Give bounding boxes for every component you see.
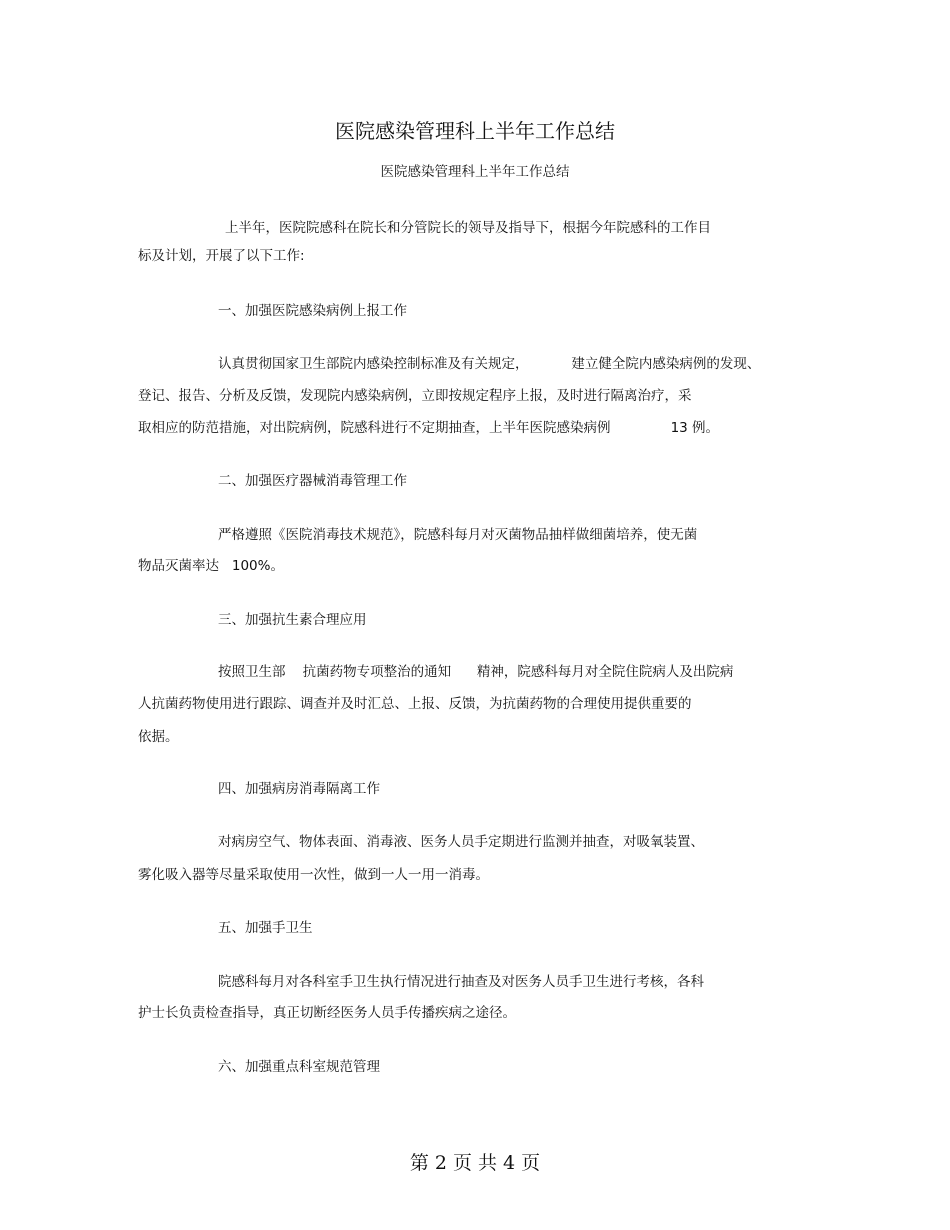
section-heading: 六、加强重点科室规范管理 <box>218 1059 380 1075</box>
page-footer: 第 2 页 共 4 页 <box>409 1152 541 1174</box>
section-heading: 二、加强医疗器械消毒管理工作 <box>218 473 407 489</box>
paragraph-line: 上半年，医院院感科在院长和分管院长的领导及指导下，根据今年院感科的工作目 <box>225 220 711 236</box>
paragraph-line: 护士长负责检查指导，真正切断经医务人员手传播疾病之途径。 <box>138 1005 516 1021</box>
paragraph-line: 取相应的防范措施，对出院病例，院感科进行不定期抽查，上半年医院感染病例 13 例。 <box>138 420 720 436</box>
section-heading: 三、加强抗生素合理应用 <box>218 612 367 628</box>
paragraph-line: 认真贯彻国家卫生部院内感染控制标准及有关规定， 建立健全院内感染病例的发现、 <box>218 356 761 372</box>
paragraph-line: 雾化吸入器等尽量采取使用一次性，做到一人一用一消毒。 <box>138 867 489 883</box>
paragraph-line: 院感科每月对各科室手卫生执行情况进行抽查及对医务人员手卫生进行考核，各科 <box>218 974 704 990</box>
paragraph-line: 登记、报告、分析及反馈，发现院内感染病例，立即按规定程序上报，及时进行隔离治疗，采 <box>138 388 692 404</box>
section-heading: 一、加强医院感染病例上报工作 <box>218 303 407 319</box>
document-title: 医院感染管理科上半年工作总结 <box>335 119 615 143</box>
paragraph-line: 对病房空气、物体表面、消毒液、医务人员手定期进行监测并抽查，对吸氧装置、 <box>218 834 704 850</box>
paragraph-line: 依据。 <box>138 729 179 745</box>
paragraph-line: 人抗菌药物使用进行跟踪、调查并及时汇总、上报、反馈，为抗菌药物的合理使用提供重要的 <box>138 696 692 712</box>
paragraph-line: 标及计划，开展了以下工作: <box>138 248 305 264</box>
section-heading: 四、加强病房消毒隔离工作 <box>218 781 380 797</box>
paragraph-line: 按照卫生部 抗菌药物专项整治的通知 精神，院感科每月对全院住院病人及出院病 <box>218 664 734 680</box>
paragraph-line: 物品灭菌率达 100%。 <box>138 558 284 574</box>
section-heading: 五、加强手卫生 <box>218 920 313 936</box>
paragraph-line: 严格遵照《医院消毒技术规范》，院感科每月对灭菌物品抽样做细菌培养，使无菌 <box>218 527 698 543</box>
document-subtitle: 医院感染管理科上半年工作总结 <box>380 164 570 180</box>
